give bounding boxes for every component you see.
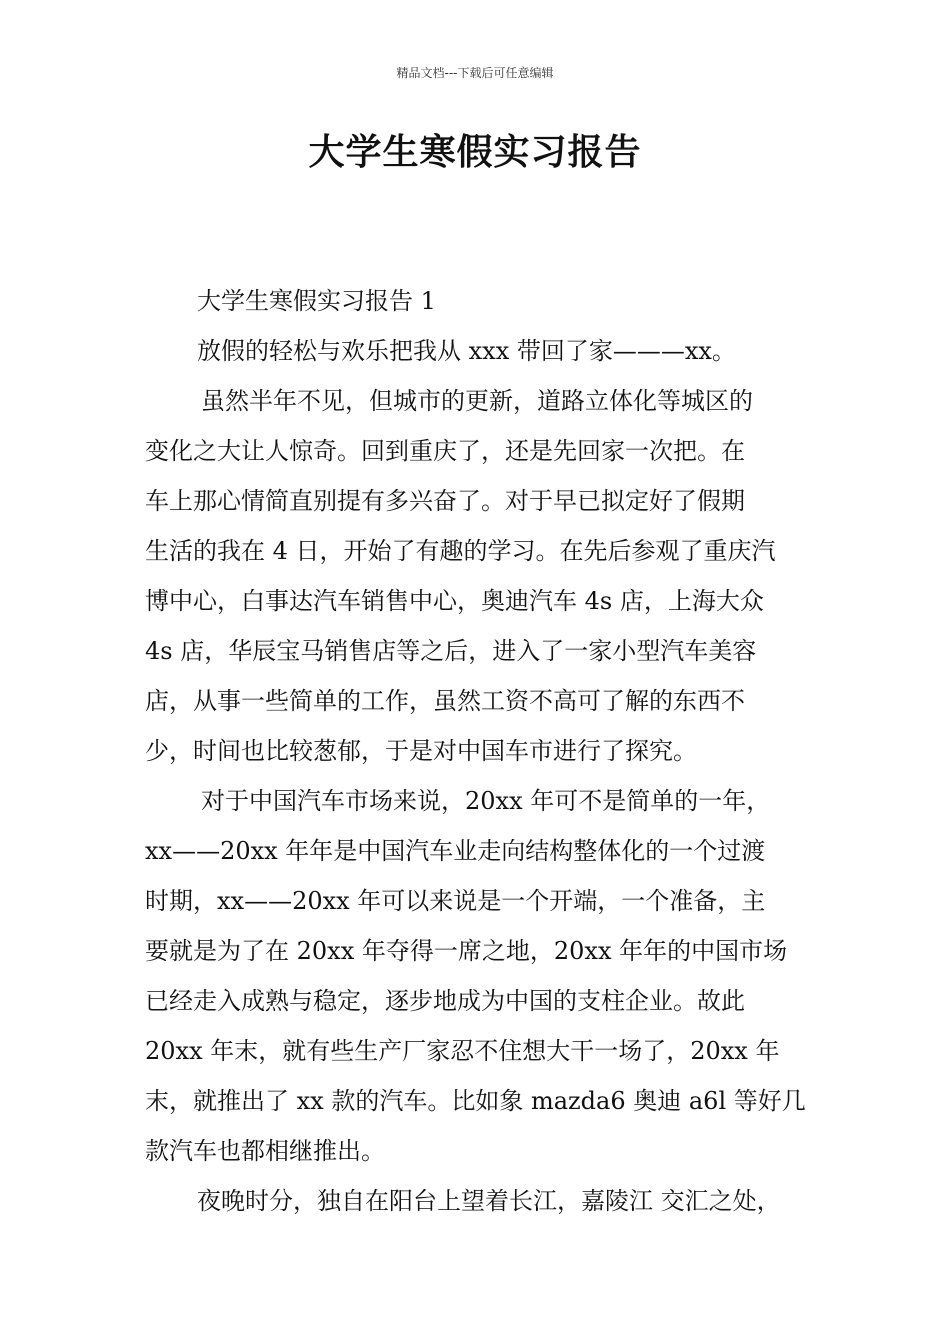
body-line: 夜晚时分，独自在阳台上望着长江，嘉陵江 交汇之处， [197,1187,781,1215]
body-line: 少，时间也比较葱郁，于是对中国车市进行了探究。 [145,737,697,765]
document-title: 大学生寒假实习报告 [308,132,642,173]
body-line: xx——20xx 年年是中国汽车业走向结构整体化的一个过渡 [145,837,766,865]
body-line: 已经走入成熟与稳定，逐步地成为中国的支柱企业。故此 [145,987,745,1015]
body-line: 博中心，白事达汽车销售中心，奥迪汽车 4s 店，上海大众 [145,587,764,615]
body-line: 放假的轻松与欢乐把我从 xxx 带回了家———xx。 [197,337,736,365]
body-line: 时期，xx——20xx 年可以来说是一个开端，一个准备，主 [145,887,766,915]
section-heading: 大学生寒假实习报告 1 [197,287,436,315]
body-line: 末，就推出了 xx 款的汽车。比如象 mazda6 奥迪 a6l 等好几 [145,1087,806,1115]
body-line: 要就是为了在 20xx 年夺得一席之地，20xx 年年的中国市场 [145,937,788,965]
body-line: 店，从事一些简单的工作，虽然工资不高可了解的东西不 [145,687,745,715]
body-line: 款汽车也都相继推出。 [145,1137,385,1165]
body-line: 生活的我在 4 日，开始了有趣的学习。在先后参观了重庆汽 [145,537,776,565]
body-line: 4s 店，华辰宝马销售店等之后，进入了一家小型汽车美容 [145,637,757,665]
body-line: 变化之大让人惊奇。回到重庆了，还是先回家一次把。在 [145,437,745,465]
body-line: 车上那心情简直别提有多兴奋了。对于早已拟定好了假期 [145,487,745,515]
header-note: 精品文档---下载后可任意编辑 [396,66,554,80]
body-line: 对于中国汽车市场来说，20xx 年可不是简单的一年， [201,787,771,815]
body-line: 虽然半年不见，但城市的更新，道路立体化等城区的 [201,387,753,415]
body-line: 20xx 年末，就有些生产厂家忍不住想大干一场了，20xx 年 [145,1037,780,1065]
document-body [145,276,810,1226]
